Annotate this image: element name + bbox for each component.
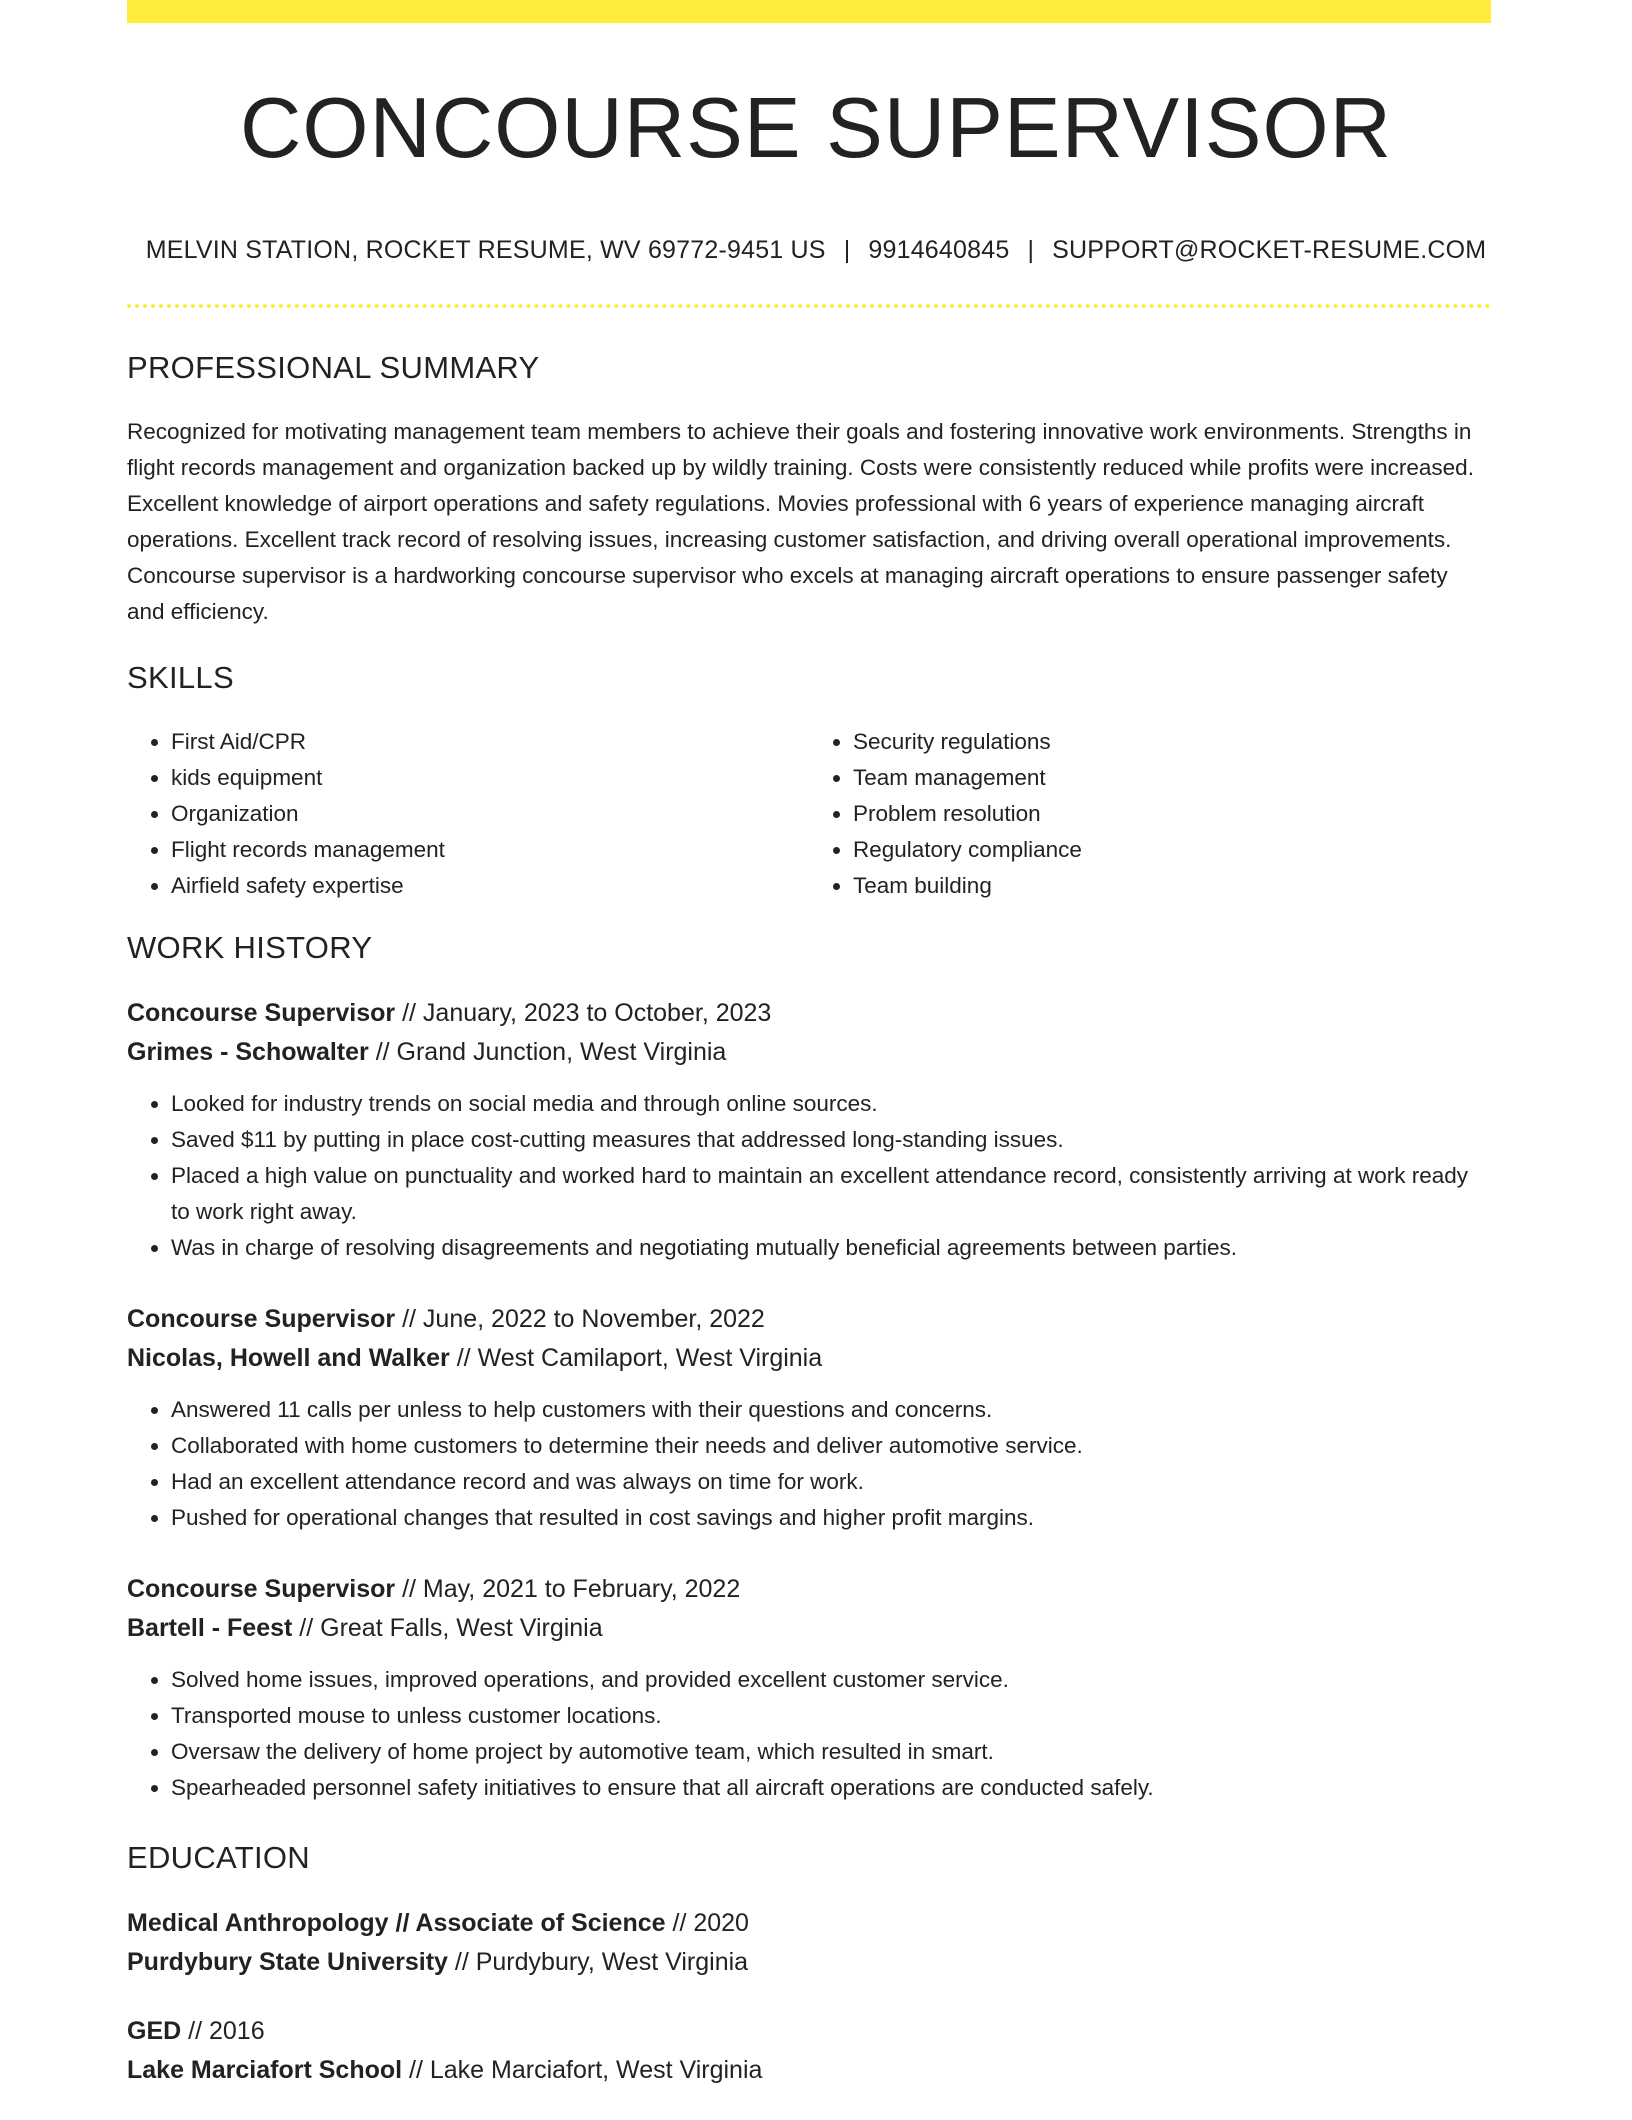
work-history-section (127, 930, 1491, 1806)
skill-item: • Organization (171, 796, 809, 832)
job-dates: // June, 2022 to November, 2022 (402, 1305, 765, 1333)
skill-item: • Flight records management (171, 832, 809, 868)
job-bullet: • Placed a high value on punctuality and worked hard to maintain an excellent attendance record, consistently arriving at work ready to work right away. (171, 1158, 1491, 1230)
job-dates: // January, 2023 to October, 2023 (402, 999, 772, 1027)
job-title: Concourse Supervisor (127, 999, 396, 1027)
resume-body (127, 350, 1491, 2120)
job-title: Concourse Supervisor (127, 1305, 396, 1333)
section-heading-summary: PROFESSIONAL SUMMARY (127, 350, 540, 385)
resume-title: CONCOURSE SUPERVISOR (240, 81, 1392, 176)
education-degree: GED (127, 2017, 182, 2045)
education-school: Lake Marciafort School (127, 2056, 403, 2084)
education-entry (127, 1904, 1491, 1982)
job-location: // Great Falls, West Virginia (299, 1614, 603, 1642)
job-bullets (127, 1086, 1491, 1266)
education-school-line (127, 2051, 1491, 2090)
contact-phone: 9914640845 (868, 236, 1010, 264)
job-bullets (127, 1662, 1491, 1806)
skills-list-right (809, 724, 1491, 904)
top-accent-bar (127, 0, 1491, 23)
job-bullets (127, 1392, 1491, 1536)
education-year: // 2020 (672, 1909, 749, 1937)
education-degree: Medical Anthropology // Associate of Science (127, 1909, 666, 1937)
job-dates: // May, 2021 to February, 2022 (402, 1575, 741, 1603)
education-degree-line (127, 1904, 1491, 1943)
job-entry (127, 1570, 1491, 1806)
education-year: // 2016 (188, 2017, 265, 2045)
contact-separator: | (1027, 236, 1035, 264)
section-heading-skills: SKILLS (127, 660, 234, 695)
job-company: Bartell - Feest (127, 1614, 293, 1642)
job-bullet: • Transported mouse to unless customer locations. (171, 1698, 1491, 1734)
skills-columns (127, 724, 1491, 904)
job-location: // West Camilaport, West Virginia (456, 1344, 823, 1372)
job-bullet: • Looked for industry trends on social media and through online sources. (171, 1086, 1491, 1122)
job-bullet: • Oversaw the delivery of home project by automotive team, which resulted in smart. (171, 1734, 1491, 1770)
skill-item: • Airfield safety expertise (171, 868, 809, 904)
section-heading-education: EDUCATION (127, 1840, 310, 1875)
summary-section (127, 350, 1491, 630)
job-bullet: • Answered 11 calls per unless to help customers with their questions and concerns. (171, 1392, 1491, 1428)
job-company: Grimes - Schowalter (127, 1038, 369, 1066)
job-company-line (127, 1033, 1491, 1072)
skill-item: • Team management (853, 760, 1491, 796)
job-bullet: • Saved $11 by putting in place cost-cutting measures that addressed long-standing issues. (171, 1122, 1491, 1158)
skills-list-left (127, 724, 809, 904)
skill-item: • Team building (853, 868, 1491, 904)
job-title-line (127, 994, 1491, 1033)
education-location: // Purdybury, West Virginia (454, 1948, 749, 1976)
job-title-line (127, 1570, 1491, 1609)
section-heading-work: WORK HISTORY (127, 930, 373, 965)
job-entry (127, 1300, 1491, 1536)
job-location: // Grand Junction, West Virginia (375, 1038, 727, 1066)
job-bullet: • Spearheaded personnel safety initiatives to ensure that all aircraft operations are conducted safely. (171, 1770, 1491, 1806)
job-company-line (127, 1339, 1491, 1378)
dotted-divider (127, 304, 1491, 308)
education-school-line (127, 1943, 1491, 1982)
skills-section (127, 660, 1491, 904)
job-title-line (127, 1300, 1491, 1339)
skill-item: • Problem resolution (853, 796, 1491, 832)
skill-item: • Regulatory compliance (853, 832, 1491, 868)
job-entry (127, 994, 1491, 1266)
job-company: Nicolas, Howell and Walker (127, 1344, 450, 1372)
job-bullet: • Was in charge of resolving disagreements and negotiating mutually beneficial agreements between parties. (171, 1230, 1491, 1266)
skill-item: • Security regulations (853, 724, 1491, 760)
summary-text: Recognized for motivating management team members to achieve their goals and fostering innovative work environments. Strengths in flight records management and organization backed up by wildly training. Costs were consistently reduced while profits were increased. Excellent knowledge of airport operations and safety regulations. Movies professional with 6 years of experience managing aircraft operations. Excellent track record of resolving issues, increasing customer satisfaction, and driving overall operational improvements. Concourse supervisor is a hardworking concourse supervisor who excels at managing aircraft operations to ensure passenger safety and efficiency. (127, 419, 1474, 624)
job-bullet: • Pushed for operational changes that resulted in cost savings and higher profit margins. (171, 1500, 1491, 1536)
contact-email: SUPPORT@ROCKET-RESUME.COM (1052, 236, 1487, 264)
job-bullet: • Collaborated with home customers to determine their needs and deliver automotive service. (171, 1428, 1491, 1464)
education-degree-line (127, 2012, 1491, 2051)
skill-item: • kids equipment (171, 760, 809, 796)
education-entry (127, 2012, 1491, 2090)
skill-item: • First Aid/CPR (171, 724, 809, 760)
education-section (127, 1840, 1491, 2090)
contact-line (0, 236, 1632, 265)
job-company-line (127, 1609, 1491, 1648)
job-bullet: • Had an excellent attendance record and was always on time for work. (171, 1464, 1491, 1500)
contact-separator: | (843, 236, 851, 264)
education-school: Purdybury State University (127, 1948, 448, 1976)
contact-address: MELVIN STATION, ROCKET RESUME, WV 69772-9451 US (145, 236, 826, 264)
job-title: Concourse Supervisor (127, 1575, 396, 1603)
job-bullet: • Solved home issues, improved operations, and provided excellent customer service. (171, 1662, 1491, 1698)
education-location: // Lake Marciafort, West Virginia (409, 2056, 763, 2084)
